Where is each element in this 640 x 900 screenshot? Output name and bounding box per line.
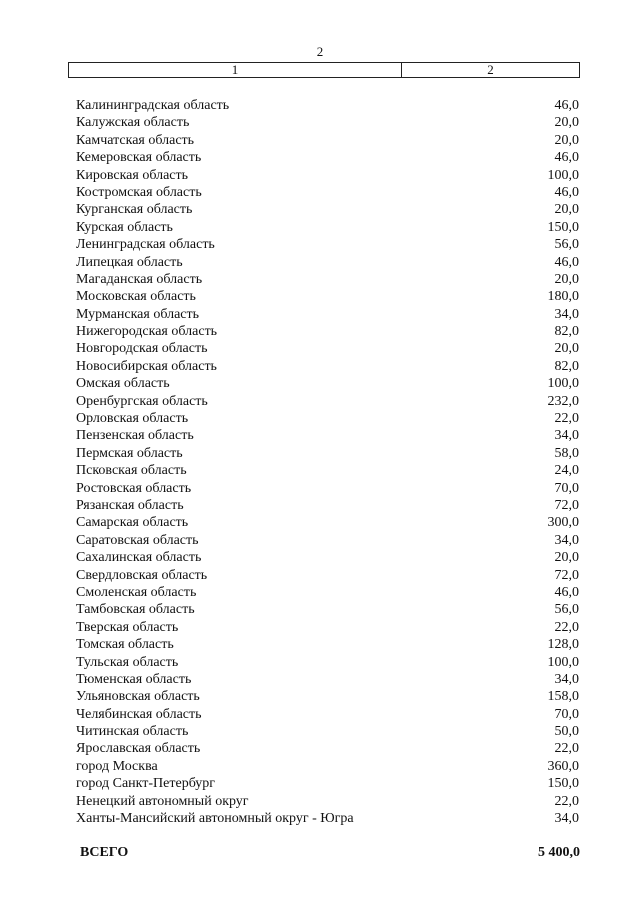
region-value: 46,0	[554, 184, 579, 200]
table-row	[76, 619, 579, 636]
table-row	[76, 775, 579, 792]
region-value: 22,0	[554, 741, 579, 757]
table-row	[76, 688, 579, 705]
region-value: 20,0	[554, 341, 579, 357]
table-row	[76, 740, 579, 757]
table-header	[68, 62, 580, 78]
region-value: 232,0	[547, 393, 579, 409]
region-value: 150,0	[547, 776, 579, 792]
region-value: 56,0	[554, 602, 579, 618]
table-row	[76, 445, 579, 462]
region-name: Сахалинская область	[76, 550, 202, 566]
region-value: 50,0	[554, 724, 579, 740]
region-name: Пензенская область	[76, 428, 194, 444]
region-name: Курганская область	[76, 202, 193, 218]
region-name: Оренбургская область	[76, 393, 208, 409]
region-name: город Москва	[76, 758, 158, 774]
region-list	[76, 97, 579, 827]
region-value: 46,0	[554, 584, 579, 600]
table-row	[76, 810, 579, 827]
region-value: 58,0	[554, 445, 579, 461]
region-name: Магаданская область	[76, 271, 203, 287]
region-name: Новгородская область	[76, 341, 208, 357]
table-row	[76, 584, 579, 601]
table-row	[76, 758, 579, 775]
table-row	[76, 219, 579, 236]
table-row	[76, 671, 579, 688]
region-name: Тамбовская область	[76, 602, 195, 618]
table-row	[76, 497, 579, 514]
region-value: 22,0	[554, 619, 579, 635]
region-value: 128,0	[547, 637, 579, 653]
table-row	[76, 375, 579, 392]
total-value: 5 400,0	[538, 845, 580, 860]
region-name: Тюменская область	[76, 671, 192, 687]
region-name: Смоленская область	[76, 584, 197, 600]
table-row	[76, 236, 579, 253]
table-row	[76, 306, 579, 323]
region-name: Курская область	[76, 219, 173, 235]
region-name: Ленинградская область	[76, 237, 215, 253]
region-name: Кировская область	[76, 167, 189, 183]
region-value: 34,0	[554, 532, 579, 548]
region-value: 180,0	[547, 289, 579, 305]
region-name: Кемеровская область	[76, 150, 202, 166]
region-name: Челябинская область	[76, 706, 202, 722]
region-value: 70,0	[554, 480, 579, 496]
column-header-2: 2	[487, 62, 494, 77]
table-row	[76, 567, 579, 584]
table-row	[76, 706, 579, 723]
region-name: Костромская область	[76, 184, 202, 200]
page-number: 2	[316, 44, 324, 59]
region-value: 46,0	[554, 150, 579, 166]
region-name: Ханты-Мансийский автономный округ - Югра	[76, 811, 354, 827]
region-value: 34,0	[554, 306, 579, 322]
table-row	[76, 288, 579, 305]
table-row	[76, 636, 579, 653]
region-value: 20,0	[554, 115, 579, 131]
region-value: 24,0	[554, 463, 579, 479]
region-name: Томская область	[76, 637, 174, 653]
table-row	[76, 254, 579, 271]
region-value: 100,0	[547, 654, 579, 670]
table-row	[76, 410, 579, 427]
region-value: 100,0	[547, 167, 579, 183]
region-name: Орловская область	[76, 411, 189, 427]
region-value: 82,0	[554, 324, 579, 340]
region-name: Рязанская область	[76, 497, 184, 513]
region-value: 72,0	[554, 497, 579, 513]
table-row	[76, 393, 579, 410]
table-row	[76, 184, 579, 201]
region-value: 150,0	[547, 219, 579, 235]
table-row	[76, 601, 579, 618]
region-value: 82,0	[554, 358, 579, 374]
table-row	[76, 427, 579, 444]
region-value: 360,0	[547, 758, 579, 774]
region-value: 46,0	[554, 98, 579, 113]
table-row	[76, 201, 579, 218]
table-row	[76, 514, 579, 531]
region-name: Омская область	[76, 376, 170, 392]
total-row	[80, 845, 580, 861]
region-name: Свердловская область	[76, 567, 208, 583]
table-row	[76, 132, 579, 149]
region-value: 20,0	[554, 550, 579, 566]
region-name: Липецкая область	[76, 254, 183, 270]
table-row	[76, 323, 579, 340]
region-name: Нижегородская область	[76, 324, 218, 340]
region-name: Ульяновская область	[76, 689, 200, 705]
table-row	[76, 97, 579, 114]
region-value: 300,0	[547, 515, 579, 531]
region-value: 34,0	[554, 671, 579, 687]
region-value: 70,0	[554, 706, 579, 722]
region-name: Калужская область	[76, 115, 190, 131]
table-row	[76, 549, 579, 566]
region-name: город Санкт-Петербург	[76, 776, 216, 792]
table-row	[76, 149, 579, 166]
table-row	[76, 340, 579, 357]
region-value: 56,0	[554, 237, 579, 253]
table-row	[76, 654, 579, 671]
region-name: Ненецкий автономный округ	[76, 793, 249, 809]
table-row	[76, 793, 579, 810]
region-value: 20,0	[554, 271, 579, 287]
table-row	[76, 462, 579, 479]
table-row	[76, 723, 579, 740]
region-value: 22,0	[554, 411, 579, 427]
region-value: 100,0	[547, 376, 579, 392]
region-name: Пермская область	[76, 445, 183, 461]
region-name: Калининградская область	[76, 98, 230, 113]
region-name: Псковская область	[76, 463, 187, 479]
region-name: Читинская область	[76, 724, 189, 740]
table-row	[76, 271, 579, 288]
region-name: Московская область	[76, 289, 196, 305]
region-name: Ростовская область	[76, 480, 192, 496]
region-value: 34,0	[554, 811, 579, 827]
region-name: Новосибирская область	[76, 358, 217, 374]
total-label: ВСЕГО	[80, 845, 129, 860]
region-name: Камчатская область	[76, 132, 195, 148]
table-row	[76, 167, 579, 184]
region-name: Мурманская область	[76, 306, 200, 322]
table-row	[76, 114, 579, 131]
table-row	[76, 532, 579, 549]
region-name: Тульская область	[76, 654, 179, 670]
region-name: Саратовская область	[76, 532, 199, 548]
region-value: 20,0	[554, 132, 579, 148]
region-value: 72,0	[554, 567, 579, 583]
region-value: 20,0	[554, 202, 579, 218]
region-name: Тверская область	[76, 619, 179, 635]
table-row	[76, 480, 579, 497]
region-value: 22,0	[554, 793, 579, 809]
region-value: 158,0	[547, 689, 579, 705]
column-header-1: 1	[69, 63, 402, 77]
region-name: Самарская область	[76, 515, 189, 531]
table-row	[76, 358, 579, 375]
region-value: 46,0	[554, 254, 579, 270]
region-value: 34,0	[554, 428, 579, 444]
region-name: Ярославская область	[76, 741, 201, 757]
